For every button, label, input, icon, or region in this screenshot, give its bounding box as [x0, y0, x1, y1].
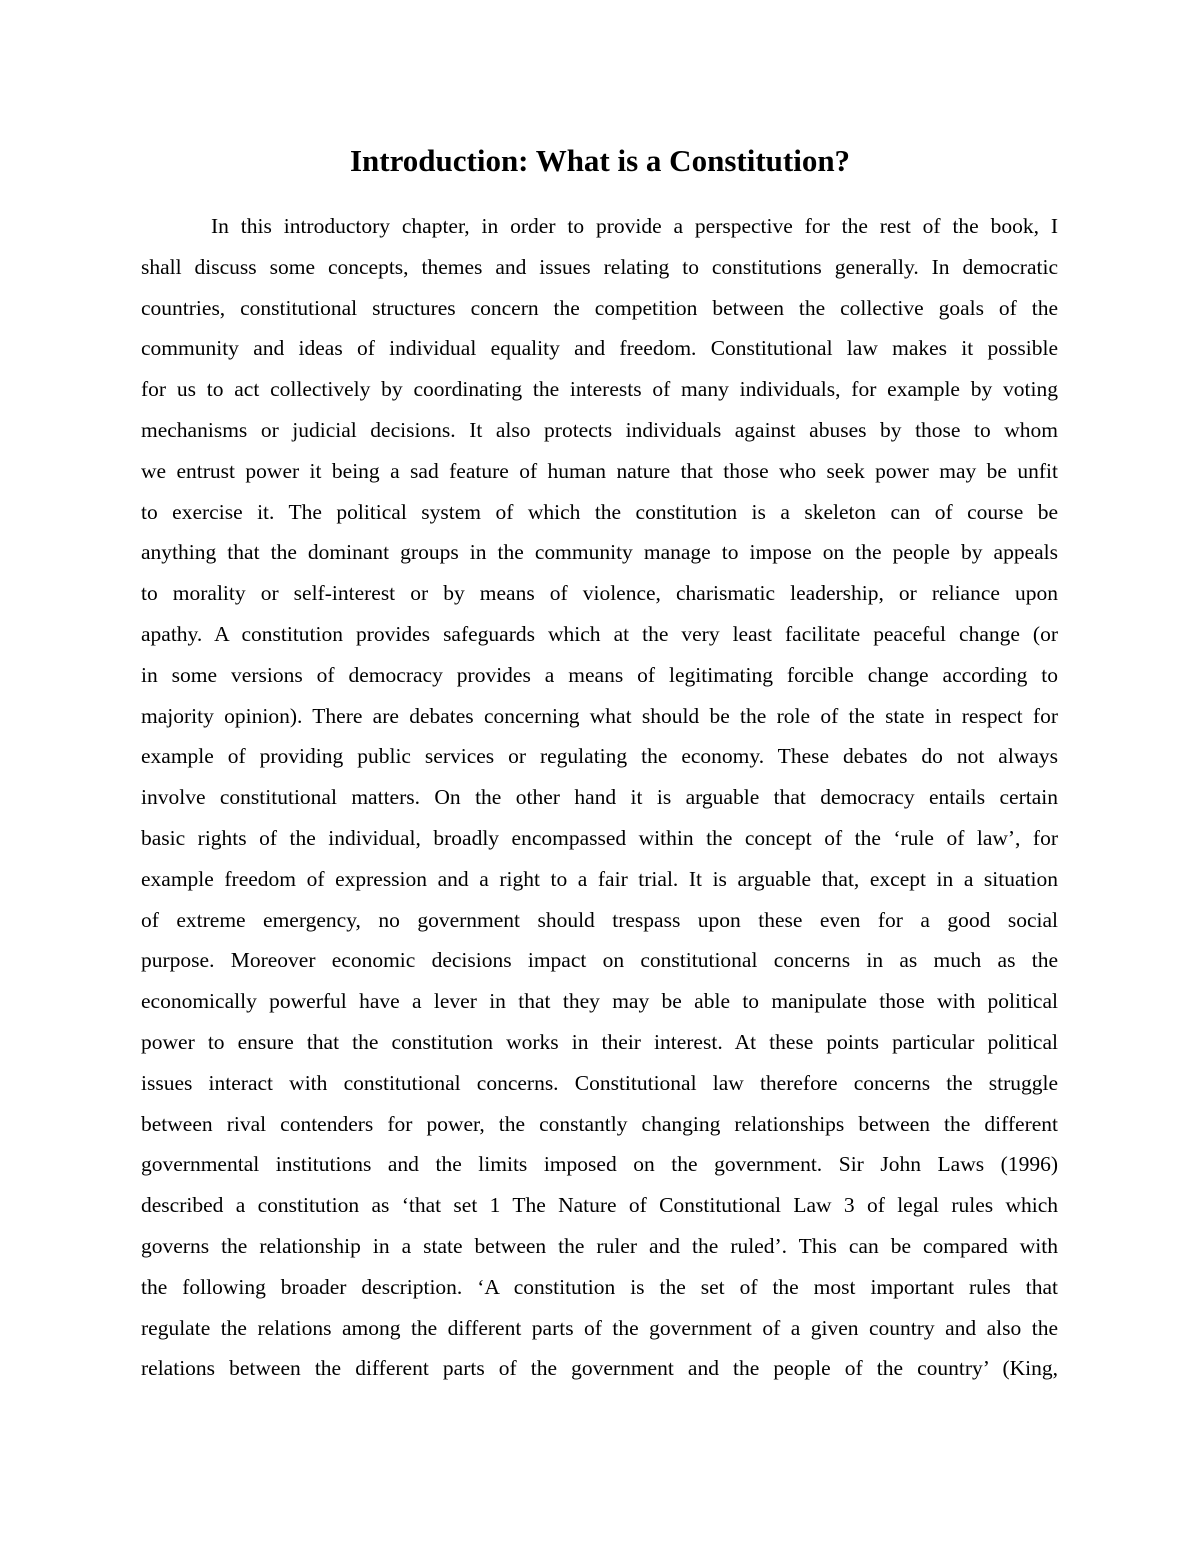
- text-line: issues interact with constitutional concerns. Constitutional law therefore concerns the struggle: [141, 1070, 1058, 1095]
- text-line: governs the relationship in a state between the ruler and the ruled’. This can be compared with: [141, 1233, 1058, 1258]
- text-line: In this introductory chapter, in order to provide a perspective for the rest of the book, I: [211, 214, 1058, 238]
- text-line: purpose. Moreover economic decisions impact on constitutional concerns in as much as the: [141, 948, 1058, 973]
- text-line: to morality or self-interest or by means of violence, charismatic leadership, or reliance upon: [141, 581, 1058, 606]
- text-line: countries, constitutional structures concern the competition between the collective goals of the: [141, 295, 1058, 320]
- text-line: between rival contenders for power, the constantly changing relationships between the different: [141, 1111, 1058, 1136]
- text-line: for us to act collectively by coordinating the interests of many individuals, for example by voting: [141, 377, 1058, 402]
- text-line: apathy. A constitution provides safeguards which at the very least facilitate peaceful change (or: [141, 621, 1058, 646]
- text-line: involve constitutional matters. On the other hand it is arguable that democracy entails certain: [141, 785, 1058, 810]
- text-line: mechanisms or judicial decisions. It also protects individuals against abuses by those to whom: [141, 417, 1058, 442]
- text-line: anything that the dominant groups in the community manage to impose on the people by appeals: [141, 540, 1058, 565]
- text-line: we entrust power it being a sad feature of human nature that those who seek power may be unfit: [141, 458, 1058, 483]
- text-line: governmental institutions and the limits imposed on the government. Sir John Laws (1996): [141, 1152, 1058, 1177]
- text-line: economically powerful have a lever in that they may be able to manipulate those with political: [141, 989, 1058, 1014]
- text-line: basic rights of the individual, broadly encompassed within the concept of the ‘rule of law’, for: [141, 825, 1058, 850]
- text-line: the following broader description. ‘A constitution is the set of the most important rules that: [141, 1274, 1058, 1299]
- page-title: Introduction: What is a Constitution?: [349, 143, 851, 178]
- text-line: community and ideas of individual equality and freedom. Constitutional law makes it possible: [141, 336, 1058, 361]
- text-line: of extreme emergency, no government should trespass upon these even for a good social: [141, 907, 1058, 932]
- text-line: power to ensure that the constitution works in their interest. At these points particular political: [141, 1029, 1058, 1054]
- text-line: relations between the different parts of the government and the people of the country’ (King,: [141, 1356, 1058, 1381]
- text-line: described a constitution as ‘that set 1 The Nature of Constitutional Law 3 of legal rules which: [141, 1193, 1058, 1218]
- text-line: shall discuss some concepts, themes and issues relating to constitutions generally. In democratic: [141, 254, 1058, 279]
- body-paragraph: [141, 206, 1058, 1389]
- text-line: to exercise it. The political system of which the constitution is a skeleton can of course be: [141, 499, 1058, 524]
- text-line: regulate the relations among the different parts of the government of a given country and also the: [141, 1315, 1058, 1340]
- text-line: example of providing public services or regulating the economy. These debates do not always: [141, 744, 1058, 769]
- text-line: majority opinion). There are debates concerning what should be the role of the state in respect for: [141, 703, 1058, 728]
- text-line: example freedom of expression and a right to a fair trial. It is arguable that, except in a situation: [141, 866, 1058, 891]
- text-line: in some versions of democracy provides a means of legitimating forcible change according to: [141, 662, 1058, 687]
